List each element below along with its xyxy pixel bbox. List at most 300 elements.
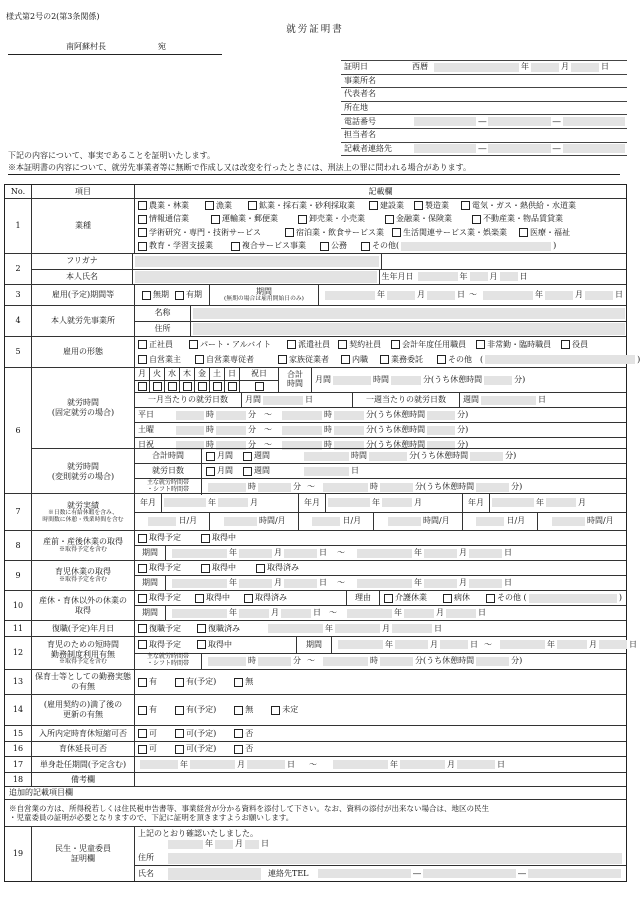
checkbox-icon[interactable] — [175, 678, 184, 687]
employment-type-option[interactable] — [195, 355, 254, 365]
total-time-label: 合計 — [287, 370, 303, 380]
weekly-option[interactable] — [243, 466, 270, 476]
allowed-option[interactable] — [138, 729, 157, 739]
shift-end-minute-input[interactable] — [380, 657, 413, 666]
phone-input[interactable] — [563, 117, 625, 126]
start-year-input[interactable] — [325, 291, 375, 300]
checkbox-icon[interactable] — [248, 201, 257, 210]
end-minute-input[interactable] — [334, 426, 364, 435]
checkbox-icon[interactable] — [338, 340, 347, 349]
checkbox-icon[interactable] — [138, 355, 147, 364]
checkbox-icon[interactable] — [255, 382, 264, 391]
checkbox-icon[interactable] — [198, 382, 207, 391]
leave-taken-option[interactable] — [244, 593, 287, 603]
shift-end-hour-input[interactable] — [323, 483, 368, 492]
option-label: 業務委託 — [391, 354, 423, 364]
checkbox-icon[interactable] — [228, 382, 237, 391]
unit-label: 日 — [601, 62, 609, 72]
checkbox-icon[interactable] — [205, 201, 214, 210]
confirm-month-input[interactable] — [215, 840, 233, 849]
checkbox-icon[interactable] — [189, 340, 198, 349]
employment-type-option[interactable] — [338, 340, 381, 350]
leave-end-year-input[interactable] — [357, 549, 412, 558]
leave-taking-option[interactable] — [201, 533, 236, 543]
return-year-input[interactable] — [268, 624, 323, 633]
paren-close-label: ) — [553, 241, 557, 251]
checkbox-icon[interactable] — [384, 594, 393, 603]
option-label: 取得予定 — [149, 563, 181, 572]
employment-type-option[interactable] — [561, 340, 588, 350]
confirm-year-input[interactable] — [168, 840, 203, 849]
leave-taking-option[interactable] — [195, 593, 230, 603]
leave-start-day-input[interactable] — [281, 609, 311, 618]
unit-label: 月 — [274, 548, 282, 557]
birth-month-input[interactable] — [470, 272, 488, 281]
shift-end-hour-input[interactable] — [323, 657, 368, 666]
break-minutes-input[interactable] — [484, 376, 512, 385]
shift-end-minute-input[interactable] — [380, 483, 413, 492]
checkbox-icon[interactable] — [197, 640, 206, 649]
row-number: 1 — [5, 199, 32, 253]
checkbox-icon[interactable] — [138, 534, 147, 543]
leave-start-month-input[interactable] — [239, 579, 272, 588]
variable-workdays-input[interactable] — [304, 467, 349, 476]
column-header: No. — [5, 185, 32, 198]
option-label: 復職予定 — [149, 623, 181, 633]
checkbox-icon[interactable] — [391, 340, 400, 349]
checkbox-icon[interactable] — [244, 594, 253, 603]
weekly-option[interactable] — [243, 451, 270, 461]
checkbox-icon[interactable] — [138, 215, 147, 224]
monthly-option[interactable] — [206, 451, 233, 461]
not-allowed-option[interactable] — [234, 729, 253, 739]
cert-date-row — [341, 61, 627, 75]
industry-option[interactable] — [414, 201, 449, 211]
checkbox-icon[interactable] — [234, 678, 243, 687]
phone-input[interactable] — [488, 117, 550, 126]
checkbox-icon[interactable] — [361, 242, 370, 251]
employment-type-other-input[interactable] — [485, 355, 635, 364]
total-hours-input[interactable] — [333, 376, 371, 385]
checkbox-icon[interactable] — [175, 706, 184, 715]
checkbox-icon[interactable] — [278, 355, 287, 364]
checkbox-icon[interactable] — [231, 242, 240, 251]
checkbox-icon[interactable] — [341, 355, 350, 364]
checkbox-icon[interactable] — [138, 594, 147, 603]
leave-start-month-input[interactable] — [239, 549, 272, 558]
weekly-days-input[interactable] — [481, 396, 536, 405]
allowed-planned-option[interactable] — [175, 729, 216, 739]
warning-text: ※本証明書の内容について、就労先事業者等に無断で作成し又は改変を行ったときには、刑法上の罪に問われる場合があります。 — [8, 163, 620, 175]
row-number: 12 — [5, 637, 32, 669]
row-number: 9 — [5, 561, 32, 590]
row-number: 19 — [5, 827, 32, 881]
break-minutes-input[interactable] — [427, 426, 455, 435]
checkbox-icon[interactable] — [206, 467, 215, 476]
monthly-days-label: 一月当たりの就労日数 — [135, 393, 242, 407]
short-end-month-input[interactable] — [557, 640, 587, 649]
transfer-end-month-input[interactable] — [400, 760, 445, 769]
industry-option[interactable] — [461, 201, 576, 211]
checkbox-icon[interactable] — [195, 594, 204, 603]
transfer-start-day-input[interactable] — [247, 760, 285, 769]
checkbox-icon[interactable] — [138, 678, 147, 687]
leave-end-day-input[interactable] — [469, 579, 502, 588]
industry-option[interactable] — [211, 214, 278, 224]
industry-option[interactable] — [138, 214, 189, 224]
checkbox-icon[interactable] — [138, 340, 147, 349]
label-line: 勤務制度利用有無 — [51, 649, 115, 659]
checkbox-icon[interactable] — [175, 291, 184, 300]
transfer-end-day-input[interactable] — [457, 760, 495, 769]
checkbox-icon[interactable] — [138, 228, 147, 237]
unit-label: 分 — [248, 425, 256, 434]
option-label: 複合サービス事業 — [242, 241, 306, 251]
leave-planned-option[interactable] — [138, 563, 181, 573]
tilde-label: ～ — [484, 639, 492, 649]
row-label: 復職(予定)年月日 — [32, 621, 135, 636]
kana-input[interactable] — [135, 256, 380, 268]
checkbox-icon[interactable] — [142, 291, 151, 300]
confirm-day-input[interactable] — [245, 840, 259, 849]
unit-label: 日 — [538, 395, 546, 404]
industry-option[interactable] — [472, 214, 563, 224]
no-option[interactable] — [234, 677, 253, 687]
industry-option[interactable] — [138, 201, 189, 211]
birth-year-input[interactable] — [418, 272, 458, 281]
label-line: (雇用契約の)満了後の — [43, 700, 123, 710]
checkbox-icon[interactable] — [138, 201, 147, 210]
cert-month-input[interactable] — [531, 63, 559, 72]
industry-option[interactable] — [285, 228, 384, 238]
workplace-address-input[interactable] — [193, 323, 625, 335]
leave-taking-option[interactable] — [201, 563, 236, 573]
transfer-start-month-input[interactable] — [190, 760, 235, 769]
checkbox-icon[interactable] — [320, 242, 329, 251]
record-month-input[interactable] — [546, 498, 576, 507]
unit-label: 時 — [324, 410, 332, 419]
record-hours-input[interactable] — [224, 517, 257, 526]
checkbox-icon[interactable] — [234, 729, 243, 738]
employment-type-option[interactable] — [138, 340, 173, 350]
label-note: ※取得予定を含む — [58, 658, 107, 666]
industry-option[interactable] — [298, 214, 365, 224]
option-label: 自営業主 — [149, 354, 181, 364]
industry-option[interactable] — [138, 241, 213, 251]
industry-option[interactable] — [138, 228, 261, 238]
employment-type-option[interactable] — [391, 340, 466, 350]
leave-end-month-input[interactable] — [424, 549, 457, 558]
employment-type-option[interactable] — [476, 340, 551, 350]
industry-other-input[interactable] — [401, 242, 551, 251]
start-month-input[interactable] — [387, 291, 415, 300]
checkbox-icon[interactable] — [234, 706, 243, 715]
unit-label: 時間 — [373, 375, 389, 384]
checkbox-icon[interactable] — [183, 382, 192, 391]
end-day-input[interactable] — [585, 291, 613, 300]
leave-start-year-input[interactable] — [172, 579, 227, 588]
return-month-input[interactable] — [335, 624, 380, 633]
checkbox-icon[interactable] — [519, 228, 528, 237]
return-planned-option[interactable] — [138, 624, 181, 634]
record-year-input[interactable] — [164, 498, 206, 507]
other-reason-input[interactable] — [529, 594, 617, 603]
dash-label: ― — [478, 116, 487, 126]
checkbox-icon[interactable] — [243, 467, 252, 476]
commissioner-address-input[interactable] — [168, 853, 622, 864]
shift-start-hour-input[interactable] — [208, 483, 246, 492]
leave-end-month-input[interactable] — [424, 579, 457, 588]
leave-start-day-input[interactable] — [284, 579, 317, 588]
option-label: 取得中 — [208, 639, 232, 649]
unit-label: 年 — [208, 497, 216, 507]
cert-year-input[interactable] — [434, 63, 519, 72]
end-hour-input[interactable] — [282, 411, 322, 420]
short-start-month-input[interactable] — [395, 640, 428, 649]
checkbox-icon[interactable] — [271, 706, 280, 715]
remarks-input[interactable] — [135, 773, 626, 786]
industry-option[interactable] — [369, 201, 404, 211]
record-days-input[interactable] — [312, 517, 340, 526]
record-hours-input[interactable] — [552, 517, 585, 526]
break-minutes-input[interactable] — [470, 452, 503, 461]
start-minute-input[interactable] — [216, 411, 246, 420]
record-month-input[interactable] — [218, 498, 248, 507]
cert-day-input[interactable] — [571, 63, 599, 72]
leave-start-day-input[interactable] — [284, 549, 317, 558]
other-reason-option[interactable] — [486, 593, 527, 603]
employment-type-option[interactable] — [341, 355, 368, 365]
unit-label: 月 — [235, 839, 243, 849]
return-done-option[interactable] — [197, 624, 240, 634]
option-label: 有(予定) — [186, 705, 217, 714]
industry-option[interactable] — [231, 241, 306, 251]
commissioner-name-input[interactable] — [168, 868, 261, 880]
checkbox-icon[interactable] — [256, 564, 265, 573]
checkbox-icon[interactable] — [138, 624, 147, 633]
checkbox-icon[interactable] — [213, 382, 222, 391]
leave-taking-option[interactable] — [197, 640, 232, 650]
writer-contact-input[interactable] — [414, 144, 476, 153]
birth-day-input[interactable] — [500, 272, 518, 281]
unit-label: 年 — [535, 290, 543, 299]
allowed-planned-option[interactable] — [175, 744, 216, 754]
transfer-end-year-input[interactable] — [333, 760, 388, 769]
checkbox-icon[interactable] — [285, 228, 294, 237]
checkbox-icon[interactable] — [298, 215, 307, 224]
label-line: の有無 — [71, 682, 95, 691]
checkbox-icon[interactable] — [138, 640, 147, 649]
yes-option[interactable] — [138, 705, 157, 715]
option-label: 役員 — [572, 339, 589, 349]
leave-start-year-input[interactable] — [172, 549, 227, 558]
leave-planned-option[interactable] — [138, 640, 181, 650]
monthly-option[interactable] — [206, 466, 233, 476]
checkbox-icon[interactable] — [472, 215, 481, 224]
birthdate-label: 生年月日 — [381, 271, 414, 281]
leave-end-day-input[interactable] — [469, 549, 502, 558]
start-day-input[interactable] — [427, 291, 455, 300]
end-hour-input[interactable] — [282, 426, 322, 435]
checkbox-icon[interactable] — [138, 706, 147, 715]
option-label: 週間 — [254, 451, 270, 460]
leave-end-month-input[interactable] — [404, 609, 434, 618]
checkbox-icon[interactable] — [206, 452, 215, 461]
label-note: 時間数に休憩・残業時間を含む — [42, 516, 124, 523]
total-minutes-input[interactable] — [391, 376, 421, 385]
leave-planned-option[interactable] — [138, 593, 181, 603]
label-line: 産休・育休以外の休業の — [39, 595, 127, 605]
leave-start-month-input[interactable] — [239, 609, 269, 618]
checkbox-icon[interactable] — [561, 340, 570, 349]
checkbox-icon[interactable] — [138, 564, 147, 573]
commissioner-tel-input[interactable] — [423, 869, 516, 878]
industry-option[interactable] — [392, 228, 507, 238]
option-label: 家族従業者 — [289, 354, 329, 364]
checkbox-icon[interactable] — [175, 745, 184, 754]
short-start-year-input[interactable] — [338, 640, 383, 649]
checkbox-icon[interactable] — [234, 745, 243, 754]
checkbox-icon[interactable] — [201, 534, 210, 543]
checkbox-icon[interactable] — [287, 340, 296, 349]
leave-end-year-input[interactable] — [357, 579, 412, 588]
industry-option[interactable] — [519, 228, 570, 238]
table-row-employment-type — [5, 337, 641, 368]
period-indefinite-option[interactable] — [142, 290, 169, 300]
workplace-name-input[interactable] — [193, 308, 625, 320]
checkbox-icon[interactable] — [380, 355, 389, 364]
industry-option[interactable] — [361, 241, 399, 251]
short-start-day-input[interactable] — [440, 640, 468, 649]
checkbox-icon[interactable] — [476, 340, 485, 349]
leave-taken-option[interactable] — [256, 563, 299, 573]
break-minutes-input[interactable] — [476, 657, 509, 666]
no-option[interactable] — [234, 705, 253, 715]
leave-start-year-input[interactable] — [172, 609, 227, 618]
checkbox-icon[interactable] — [437, 355, 446, 364]
writer-contact-input[interactable] — [488, 144, 550, 153]
checkbox-icon[interactable] — [138, 382, 147, 391]
checkbox-icon[interactable] — [392, 228, 401, 237]
commissioner-tel-input[interactable] — [528, 869, 621, 878]
return-day-input[interactable] — [392, 624, 432, 633]
unit-label: 月 — [447, 759, 455, 769]
care-leave-option[interactable] — [384, 593, 427, 603]
yes-option[interactable] — [138, 677, 157, 687]
sick-leave-option[interactable] — [443, 593, 470, 603]
row-label: 単身赴任期間(予定含む) — [32, 757, 135, 772]
checkbox-icon[interactable] — [168, 382, 177, 391]
label-line: 就労実績 — [67, 500, 99, 510]
yes-planned-option[interactable] — [175, 677, 216, 687]
record-year-input[interactable] — [492, 498, 534, 507]
checkbox-icon[interactable] — [201, 564, 210, 573]
checkbox-icon[interactable] — [138, 242, 147, 251]
employment-type-option[interactable] — [278, 355, 329, 365]
employment-type-option[interactable] — [437, 355, 483, 365]
start-hour-input[interactable] — [176, 426, 204, 435]
field-label: 事業所名 — [344, 75, 376, 85]
checkbox-icon[interactable] — [211, 215, 220, 224]
checkbox-icon[interactable] — [243, 452, 252, 461]
writer-contact-input[interactable] — [563, 144, 625, 153]
end-minute-input[interactable] — [334, 411, 364, 420]
shift-start-minute-input[interactable] — [258, 483, 291, 492]
checkbox-icon[interactable] — [369, 201, 378, 210]
undecided-option[interactable] — [271, 705, 298, 715]
leave-end-day-input[interactable] — [446, 609, 476, 618]
leave-planned-option[interactable] — [138, 533, 181, 543]
record-hours-input[interactable] — [388, 517, 421, 526]
checkbox-icon[interactable] — [486, 594, 495, 603]
checkbox-icon[interactable] — [414, 201, 423, 210]
record-month-input[interactable] — [382, 498, 412, 507]
start-hour-input[interactable] — [176, 411, 204, 420]
option-label: 鉱業・採石業・砂利採取業 — [259, 200, 355, 210]
addressee-suffix: 宛 — [158, 42, 166, 51]
break-minutes-input[interactable] — [427, 411, 455, 420]
leave-end-year-input[interactable] — [347, 609, 392, 618]
start-minute-input[interactable] — [216, 426, 246, 435]
checkbox-icon[interactable] — [385, 215, 394, 224]
checkbox-icon[interactable] — [197, 624, 206, 633]
not-allowed-option[interactable] — [234, 744, 253, 754]
checkbox-icon[interactable] — [153, 382, 162, 391]
variable-hours-input[interactable] — [304, 452, 349, 461]
record-days-input[interactable] — [148, 517, 176, 526]
shift-start-hour-input[interactable] — [208, 657, 246, 666]
industry-option[interactable] — [205, 201, 232, 211]
checkbox-icon[interactable] — [175, 729, 184, 738]
employment-type-option[interactable] — [189, 340, 271, 350]
monthly-days-input[interactable] — [263, 396, 303, 405]
checkbox-icon[interactable] — [195, 355, 204, 364]
period-fixed-option[interactable] — [175, 290, 202, 300]
record-year-input[interactable] — [328, 498, 370, 507]
industry-option[interactable] — [385, 214, 452, 224]
short-end-year-input[interactable] — [500, 640, 545, 649]
yes-planned-option[interactable] — [175, 705, 216, 715]
unit-label: 分(うち休憩時間 — [409, 451, 469, 460]
shift-start-minute-input[interactable] — [258, 657, 291, 666]
variable-minutes-input[interactable] — [369, 452, 407, 461]
row-number: 4 — [5, 306, 32, 336]
end-year-input[interactable] — [483, 291, 533, 300]
checkbox-icon[interactable] — [443, 594, 452, 603]
end-month-input[interactable] — [545, 291, 573, 300]
row-number: 3 — [5, 285, 32, 305]
record-days-input[interactable] — [476, 517, 504, 526]
short-end-day-input[interactable] — [599, 640, 627, 649]
industry-option[interactable] — [320, 241, 347, 251]
checkbox-icon[interactable] — [138, 745, 147, 754]
transfer-start-year-input[interactable] — [140, 760, 178, 769]
name-input[interactable] — [135, 271, 378, 283]
employment-type-option[interactable] — [287, 340, 330, 350]
checkbox-icon[interactable] — [138, 729, 147, 738]
break-minutes-input[interactable] — [476, 483, 509, 492]
column-header: 記載欄 — [368, 186, 393, 196]
employment-type-option[interactable] — [380, 355, 423, 365]
allowed-option[interactable] — [138, 744, 157, 754]
commissioner-tel-input[interactable] — [318, 869, 411, 878]
day-label: 金 — [195, 368, 209, 381]
phone-input[interactable] — [414, 117, 476, 126]
industry-option[interactable] — [248, 201, 355, 211]
employment-type-option[interactable] — [138, 355, 181, 365]
checkbox-icon[interactable] — [461, 201, 470, 210]
work-record-group — [298, 494, 462, 530]
